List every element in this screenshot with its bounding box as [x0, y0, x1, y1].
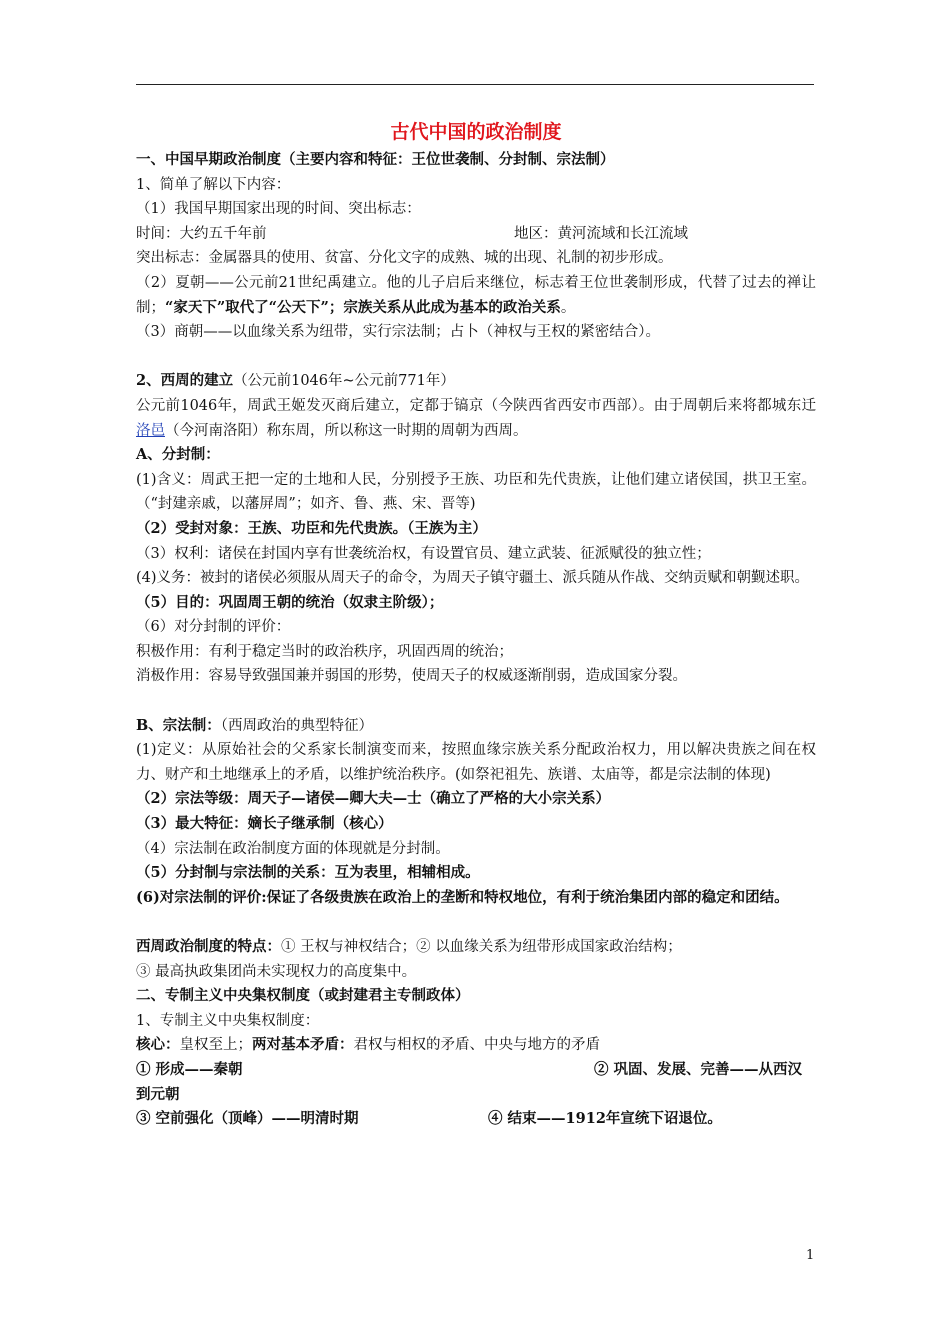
phase-formation: ① 形成——秦朝 [136, 1060, 243, 1078]
s3-item-1: 1、专制主义中央集权制度： [136, 1012, 320, 1029]
section-2-heading-line [136, 369, 816, 394]
xizhou-text: 公元前1046年，周武王姬发灭商后建立，定都于镐京（今陕西省西安市西部）。由于周朝后来将都城东迁 [136, 397, 816, 414]
xizhou-paragraph [136, 394, 816, 443]
s1-sub-1: （1）我国早期国家出现的时间、突出标志： [136, 201, 421, 218]
zongfa-heading: B、宗法制： [136, 716, 221, 734]
section-2-heading: 2、西周的建立 [136, 372, 234, 390]
xia-bold-text: “家天下”取代了“公天下”；宗族关系从此成为基本的政治关系 [165, 298, 561, 316]
fenfeng-duties: (4)义务：被封的诸侯必须服从周天子的命令，为周天子镇守疆土、派兵随从作战、交纳贡赋和朝觐述职。 [136, 570, 810, 587]
header-rule [136, 84, 814, 85]
phase-consolidation-cont: 到元朝 [136, 1085, 180, 1103]
page-number: 1 [806, 1248, 815, 1263]
phase-peak: ③ 空前强化（顶峰）——明清时期 [136, 1110, 359, 1128]
xizhou-features-text: ① 王权与神权结合；② 以血缘关系为纽带形成国家政治结构； [281, 939, 682, 955]
fenfeng-evaluation: （6）对分封制的评价： [136, 619, 291, 636]
core-text: 皇权至上； [179, 1037, 252, 1054]
xizhou-features-line [136, 935, 816, 960]
core-line [136, 1033, 816, 1058]
zongfa-relation: （5）分封制与宗法制的关系：互为表里，相辅相成。 [136, 864, 480, 882]
xizhou-features-3: ③ 最高执政集团尚未实现权力的高度集中。 [136, 963, 417, 980]
fenfeng-negative: 消极作用：容易导致强国兼并弱国的形势，使周天子的权威逐渐削弱，造成国家分裂。 [136, 668, 687, 685]
contradiction-label: 两对基本矛盾： [252, 1036, 354, 1054]
zongfa-note: （西周政治的典型特征） [220, 717, 374, 734]
section-2-dates: （公元前1046年~公元前771年） [233, 373, 455, 390]
fenfeng-rights: （3）权利：诸侯在封国内享有世袭统治权，有设置官员、建立武装、征派赋役的独立性； [136, 545, 711, 562]
xia-text: （2）夏朝——公元前21世纪禹建立。他的儿子启后来继位，标志着王位世袭制形成，代替了过去的禅让制； [136, 274, 816, 316]
xizhou-text-2: （今河南洛阳）称东周，所以称这一时期的周朝为西周。 [165, 422, 528, 439]
phase-line-2 [136, 1107, 816, 1132]
fenfeng-definition: (1)含义：周武王把一定的土地和人民，分别授予王族、功臣和先代贵族，让他们建立诸侯国，拱卫王室。（“封建亲戚，以藩屏周”；如齐、鲁、燕、宋、晋等) [136, 471, 816, 513]
zongfa-heading-line [136, 714, 816, 739]
zongfa-evaluation: (6)对宗法制的评价:保证了各级贵族在政治上的垄断和特权地位，有利于统治集团内部的稳定和团结。 [136, 888, 789, 906]
fenfeng-positive: 积极作用：有利于稳定当时的政治秩序，巩固西周的统治； [136, 643, 513, 660]
zongfa-feature: （3）最大特征：嫡长子继承制（核心） [136, 815, 393, 833]
phase-line-1 [136, 1058, 816, 1083]
region-text: 地区：黄河流域和长江流域 [514, 225, 688, 242]
zongfa-embodiment: （4）宗法制在政治制度方面的体现就是分封制。 [136, 840, 450, 857]
contradiction-text: 君权与相权的矛盾、中央与地方的矛盾 [353, 1037, 600, 1054]
shang-line: （3）商朝——以血缘关系为纽带，实行宗法制；占卜（神权与王权的紧密结合）。 [136, 324, 660, 341]
zongfa-definition: (1)定义：从原始社会的父系家长制演变而来，按照血缘宗族关系分配政治权力，用以解决贵族之间在权力、财产和土地继承上的矛盾，以维护统治秩序。(如祭祀祖先、族谱、太庙等，都是宗法制的体现) [136, 742, 816, 783]
fenfeng-purpose: （5）目的：巩固周王朝的统治（奴隶主阶级）； [136, 593, 444, 611]
phase-end: ④ 结束——1912年宣统下诏退位。 [488, 1110, 722, 1128]
section-3-heading: 二、专制主义中央集权制度（或封建君主专制政体） [136, 987, 470, 1005]
time-region-line [136, 222, 816, 247]
marks-line: 突出标志：金属器具的使用、贫富、分化文字的成熟、城的出现、礼制的初步形成。 [136, 250, 673, 267]
time-text: 时间：大约五千年前 [136, 225, 267, 242]
section-1-heading: 一、中国早期政治制度（主要内容和特征：王位世袭制、分封制、宗法制） [136, 151, 615, 168]
xia-end: 。 [560, 299, 576, 316]
page-title: 古代中国的政治制度 [390, 121, 562, 143]
s1-item-1: 1、简单了解以下内容： [136, 176, 291, 193]
phase-consolidation: ② 巩固、发展、完善——从西汉 [594, 1060, 803, 1078]
luoyi-link[interactable]: 洛邑 [136, 422, 165, 439]
zongfa-hierarchy: （2）宗法等级：周天子—诸侯—卿大夫—士（确立了严格的大小宗关系） [136, 790, 611, 808]
xia-paragraph [136, 271, 816, 320]
xizhou-features-label: 西周政治制度的特点： [136, 938, 281, 955]
fenfeng-heading: A、分封制： [136, 446, 220, 464]
document-body [136, 118, 816, 1132]
fenfeng-recipients: （2）受封对象：王族、功臣和先代贵族。（王族为主） [136, 519, 487, 537]
core-label: 核心： [136, 1036, 180, 1054]
